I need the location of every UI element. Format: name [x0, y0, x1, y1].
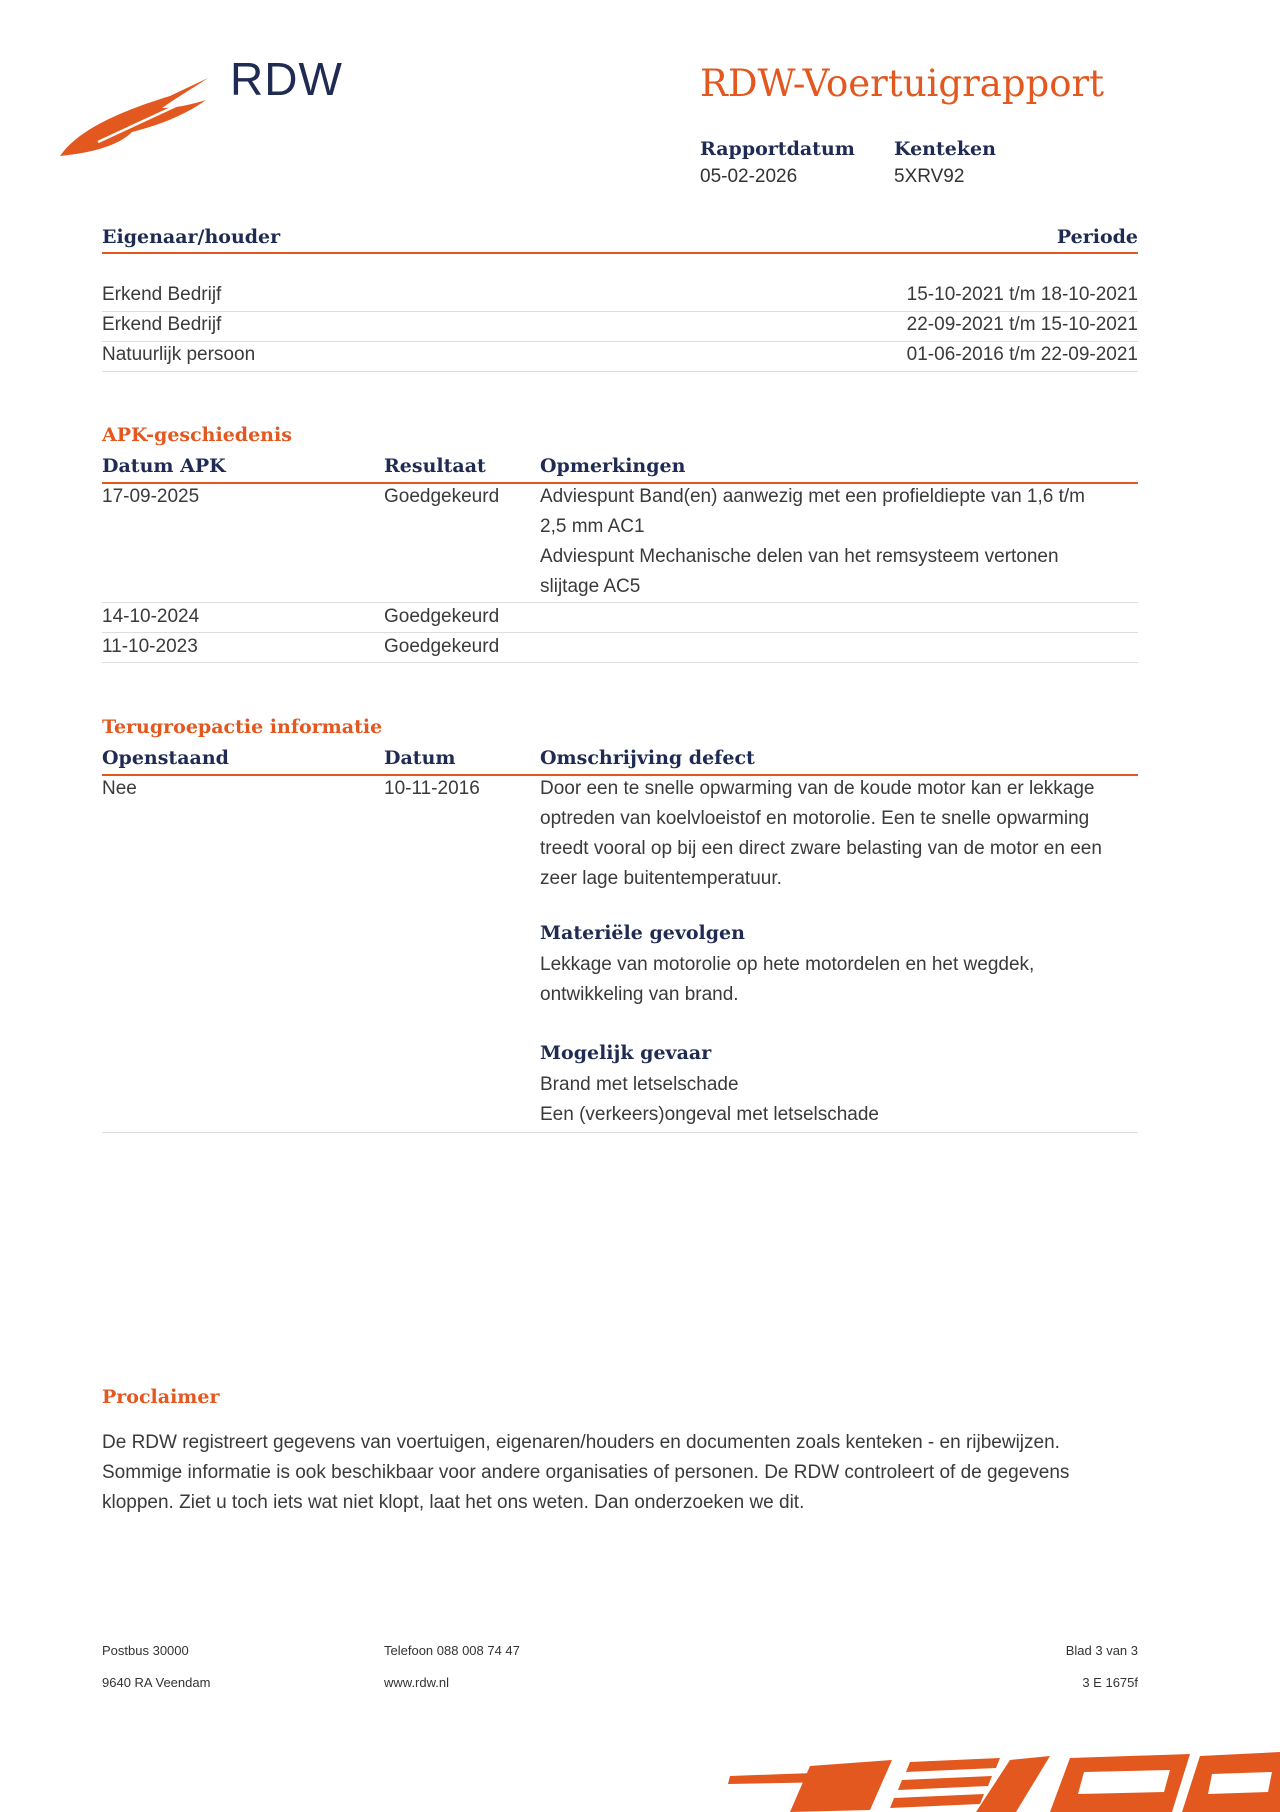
- proclaimer-line-3: kloppen. Ziet u toch iets wat niet klopt, laat het ons weten. Dan onderzoeken we dit.: [102, 1492, 805, 1513]
- owner-row-2-owner: Erkend Bedrijf: [102, 314, 222, 335]
- footer-code: 3 E 1675f: [1082, 1675, 1138, 1690]
- rdw-logo-icon: [58, 78, 208, 168]
- report-date-label: Rapportdatum: [700, 138, 855, 160]
- row-divider: [102, 632, 1138, 633]
- proclaimer-line-2: Sommige informatie is ook beschikbaar voor andere organisaties of personen. De RDW controleert of de gegevens: [102, 1462, 1070, 1483]
- apk-section-title: APK-geschiedenis: [102, 424, 292, 446]
- apk-row-2-date: 14-10-2024: [102, 606, 200, 627]
- danger-line-1: Brand met letselschade: [540, 1074, 739, 1095]
- proclaimer-title: Proclaimer: [102, 1386, 220, 1408]
- consequences-line-1: Lekkage van motorolie op hete motordelen en het wegdek,: [540, 954, 1035, 975]
- row-divider: [102, 662, 1138, 663]
- apk-row-2-result: Goedgekeurd: [384, 606, 500, 627]
- recall-date-value: 10-11-2016: [384, 778, 480, 799]
- consequences-line-2: ontwikkeling van brand.: [540, 984, 739, 1005]
- apk-row-1-remark-2b: slijtage AC5: [540, 576, 641, 597]
- owner-row-2-period: 22-09-2021 t/m 15-10-2021: [906, 314, 1138, 335]
- plate-label: Kenteken: [894, 138, 996, 160]
- plate-value: 5XRV92: [894, 166, 965, 187]
- decorative-stripes-icon: [720, 1752, 1280, 1812]
- footer-page-number: Blad 3 van 3: [1065, 1643, 1138, 1658]
- owner-row-3-period: 01-06-2016 t/m 22-09-2021: [906, 344, 1138, 365]
- recall-open-header: Openstaand: [102, 747, 229, 769]
- apk-date-header: Datum APK: [102, 455, 226, 477]
- recall-desc-header: Omschrijving defect: [540, 747, 755, 769]
- consequences-title: Materiële gevolgen: [540, 922, 745, 944]
- apk-row-3-result: Goedgekeurd: [384, 636, 500, 657]
- footer-website[interactable]: www.rdw.nl: [384, 1675, 450, 1690]
- recall-desc-line-4: zeer lage buitentemperatuur.: [540, 868, 782, 889]
- apk-remarks-header: Opmerkingen: [540, 455, 686, 477]
- document-title: RDW-Voertuigrapport: [700, 62, 1105, 105]
- proclaimer-text: [102, 1428, 1142, 1518]
- owner-row-3-owner: Natuurlijk persoon: [102, 344, 256, 365]
- owner-row-1-owner: Erkend Bedrijf: [102, 284, 222, 305]
- logo-text: RDW: [230, 53, 343, 105]
- recall-desc-line-1: Door een te snelle opwarming van de koude motor kan er lekkage: [540, 778, 1095, 799]
- report-date-value: 05-02-2026: [700, 166, 798, 187]
- owner-column-header: Eigenaar/houder: [102, 226, 281, 248]
- header-divider: [102, 252, 1138, 254]
- apk-row-1-remark-1a: Adviespunt Band(en) aanwezig met een profieldiepte van 1,6 t/m: [540, 486, 1085, 507]
- row-divider: [102, 371, 1138, 372]
- apk-row-1-remark-2a: Adviespunt Mechanische delen van het remsysteem vertonen: [540, 546, 1059, 567]
- proclaimer-line-1: De RDW registreert gegevens van voertuigen, eigenaren/houders en documenten zoals kenteken - en rijbewijzen.: [102, 1432, 1060, 1453]
- footer-phone: Telefoon 088 008 74 47: [384, 1643, 520, 1658]
- footer-address-2: 9640 RA Veendam: [102, 1675, 211, 1690]
- recall-open-value: Nee: [102, 778, 137, 799]
- period-column-header: Periode: [1056, 226, 1138, 248]
- apk-row-1-date: 17-09-2025: [102, 486, 200, 507]
- apk-result-header: Resultaat: [384, 455, 486, 477]
- owner-row-1-period: 15-10-2021 t/m 18-10-2021: [906, 284, 1138, 305]
- footer-address-1: Postbus 30000: [102, 1643, 189, 1658]
- row-divider: [102, 602, 1138, 603]
- apk-row-1-result: Goedgekeurd: [384, 486, 500, 507]
- apk-row-3-date: 11-10-2023: [102, 636, 198, 657]
- recall-desc-line-2: optreden van koelvloeistof en motorolie. Een te snelle opwarming: [540, 808, 1090, 829]
- recall-date-header: Datum: [384, 747, 456, 769]
- apk-row-1-remark-1b: 2,5 mm AC1: [540, 516, 645, 537]
- recall-section-title: Terugroepactie informatie: [102, 716, 383, 738]
- danger-line-2: Een (verkeers)ongeval met letselschade: [540, 1104, 880, 1125]
- recall-desc-line-3: treedt vooral op bij een direct zware belasting van de motor en een: [540, 838, 1102, 859]
- danger-title: Mogelijk gevaar: [540, 1042, 712, 1064]
- row-divider: [102, 1132, 1138, 1133]
